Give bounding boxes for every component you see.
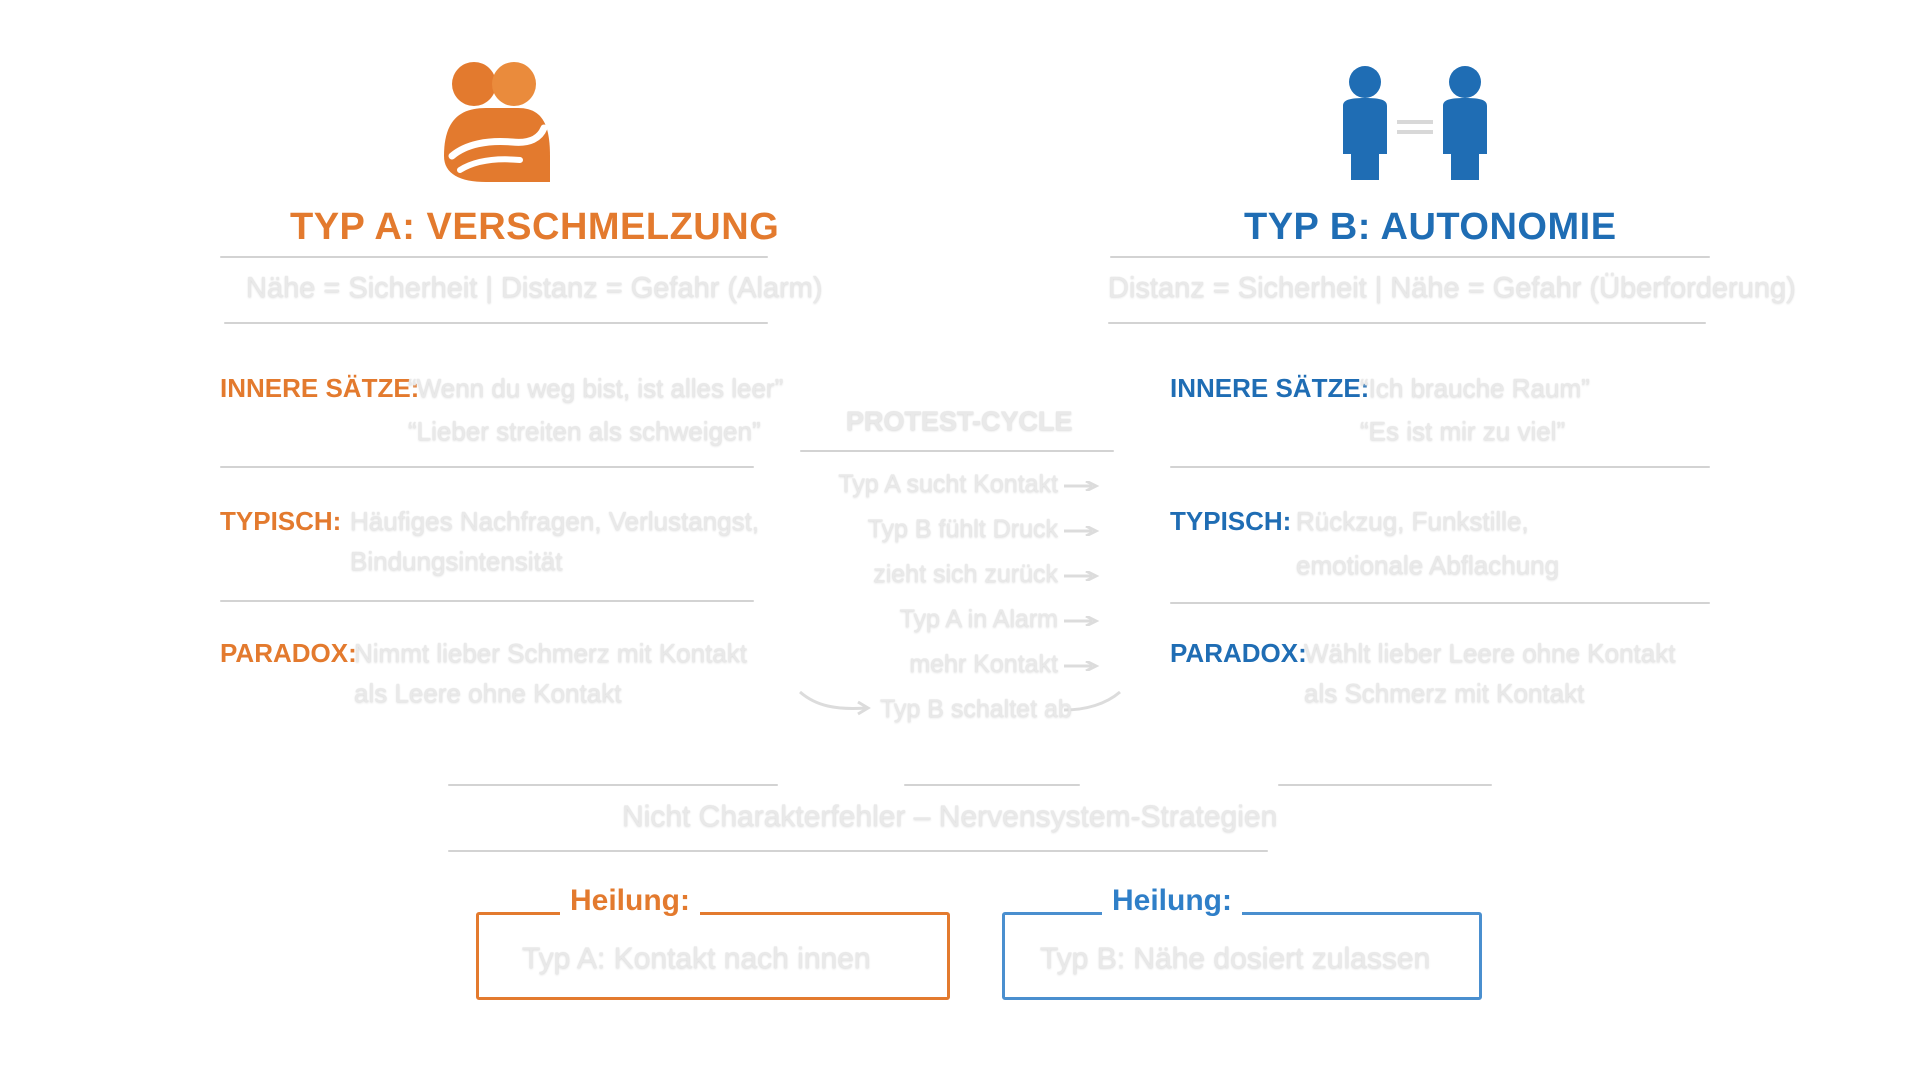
arrow-right-icon <box>1064 526 1100 536</box>
cycle-step: Typ B fühlt Druck <box>867 515 1058 543</box>
cycle-step: Typ B schaltet ab <box>880 695 1072 723</box>
healing-label-a: Heilung: <box>560 884 700 918</box>
cycle-step: zieht sich zurück <box>873 560 1058 588</box>
type-b-typical-line1: Rückzug, Funkstille, <box>1296 506 1529 536</box>
healing-text-b: Typ B: Nähe dosiert zulassen <box>1040 942 1431 975</box>
type-b-typical-line2: emotionale Abflachung <box>1296 550 1560 580</box>
type-b-inner-line2: “Es ist mir zu viel” <box>1360 416 1566 446</box>
type-b-paradox-label: PARADOX: <box>1170 638 1307 668</box>
type-a-title: TYP A: VERSCHMELZUNG <box>290 206 780 248</box>
hug-icon <box>432 58 558 184</box>
type-a-inner-label: INNERE SÄTZE: <box>220 373 420 403</box>
type-b-paradox-line2: als Schmerz mit Kontakt <box>1304 678 1585 708</box>
type-a-typical-line2: Bindungsintensität <box>350 546 563 576</box>
type-a-typical-label: TYPISCH: <box>220 506 342 536</box>
cycle-step: Typ A in Alarm <box>899 605 1058 633</box>
healing-label-b: Heilung: <box>1102 884 1242 918</box>
cycle-step: mehr Kontakt <box>909 650 1058 678</box>
type-b-paradox-line1: Wählt lieber Leere ohne Kontakt <box>1304 638 1676 668</box>
type-b-title: TYP B: AUTONOMIE <box>1244 206 1617 248</box>
type-b-inner-label: INNERE SÄTZE: <box>1170 373 1370 403</box>
arrow-right-icon <box>1064 661 1100 671</box>
type-a-subtitle: Nähe = Sicherheit | Distanz = Gefahr (Alarm) <box>246 272 823 304</box>
type-a-paradox-label: PARADOX: <box>220 638 357 668</box>
cycle-title: PROTEST-CYCLE <box>846 406 1073 436</box>
type-b-subtitle: Distanz = Sicherheit | Nähe = Gefahr (Überforderung) <box>1108 272 1796 304</box>
type-a-typical-line1: Häufiges Nachfragen, Verlustangst, <box>350 506 760 536</box>
type-a-inner-line2: “Lieber streiten als schweigen” <box>408 416 761 446</box>
arrow-right-icon <box>1064 616 1100 626</box>
type-b-inner-line1: “Ich brauche Raum” <box>1360 373 1590 403</box>
healing-text-a: Typ A: Kontakt nach innen <box>522 942 871 975</box>
footer-statement: Nicht Charakterfehler – Nervensystem-Strategien <box>622 800 1278 833</box>
arrow-right-icon <box>1064 571 1100 581</box>
type-a-inner-line1: “Wenn du weg bist, ist alles leer” <box>408 373 784 403</box>
arrow-right-icon <box>1064 481 1100 491</box>
type-b-typical-label: TYPISCH: <box>1170 506 1292 536</box>
two-people-icon <box>1335 62 1495 182</box>
type-a-paradox-line1: Nimmt lieber Schmerz mit Kontakt <box>354 638 747 668</box>
cycle-step: Typ A sucht Kontakt <box>838 470 1058 498</box>
type-a-paradox-line2: als Leere ohne Kontakt <box>354 678 622 708</box>
